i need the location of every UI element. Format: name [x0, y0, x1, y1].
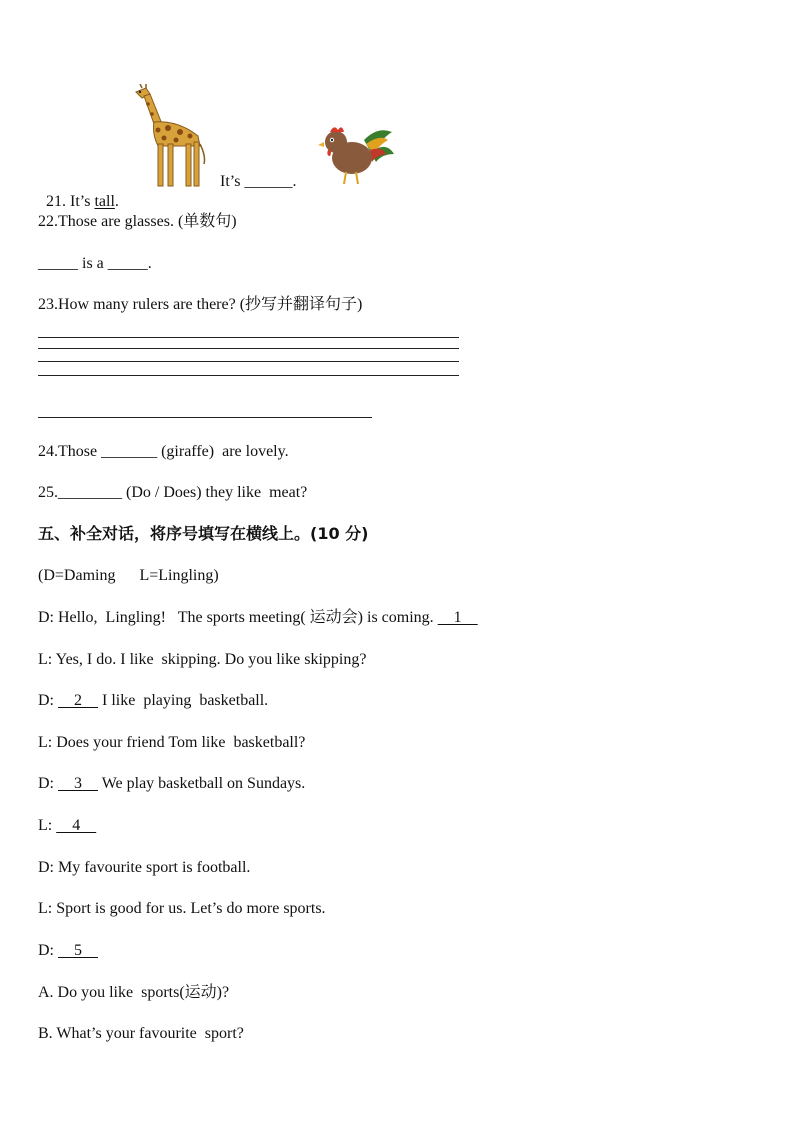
speaker: L:	[38, 900, 57, 917]
question-23-prompt: 23.How many rulers are there? (抄写并翻译句子)	[38, 296, 363, 313]
speaker: D:	[38, 692, 58, 709]
role-legend: (D=Daming L=Lingling)	[38, 567, 219, 584]
rooster-icon	[318, 120, 396, 188]
line-text: Sport is good for us. Let’s do more sports.	[56, 900, 326, 917]
dialogue-line	[38, 691, 268, 711]
speaker: L:	[38, 817, 57, 834]
line-text: Does your friend Tom like basketball?	[56, 734, 306, 751]
dialogue-line	[38, 941, 98, 961]
answer-blank: 1	[437, 609, 478, 626]
answer-blank: 3	[58, 775, 98, 792]
question-21-blank-sentence: It’s ______.	[220, 173, 297, 190]
answer-line	[38, 417, 372, 418]
answer-blank: 5	[58, 942, 98, 959]
question-24: 24.Those _______ (giraffe) are lovely.	[38, 443, 289, 460]
dialogue-line	[38, 650, 366, 670]
speaker: D:	[38, 775, 58, 792]
option-b: B. What’s your favourite sport?	[38, 1025, 244, 1042]
section-heading: 五、补全对话，将序号填写在横线上。(10 分)	[38, 524, 369, 543]
answer-blank: 4	[56, 817, 97, 834]
answer-blank: 2	[58, 692, 98, 709]
question-number: 21.	[46, 193, 70, 210]
answer-line	[38, 337, 459, 338]
speaker: D:	[38, 942, 58, 959]
speaker: L:	[38, 651, 56, 668]
underlined-word: tall	[94, 193, 115, 210]
speaker: L:	[38, 734, 57, 751]
dialogue-line	[38, 608, 478, 628]
question-21	[38, 172, 119, 212]
text: It’s	[70, 193, 95, 210]
question-25: 25.________ (Do / Does) they like meat?	[38, 484, 308, 501]
answer-line	[38, 361, 459, 362]
dialogue-line	[38, 858, 250, 878]
text: .	[114, 193, 119, 210]
answer-line	[38, 375, 459, 376]
answer-line	[38, 348, 459, 349]
speaker: D:	[38, 859, 58, 876]
giraffe-icon	[128, 84, 210, 188]
speaker: D:	[38, 609, 58, 626]
question-22-answer-line: _____ is a _____.	[38, 255, 152, 272]
line-text: My favourite sport is football.	[58, 859, 251, 876]
dialogue-line	[38, 733, 305, 753]
option-a: A. Do you like sports(运动)?	[38, 984, 230, 1001]
line-text: We play basketball on Sundays.	[98, 775, 306, 792]
question-22-prompt: 22.Those are glasses. (单数句)	[38, 213, 237, 230]
dialogue-line	[38, 816, 96, 836]
line-text: I like playing basketball.	[98, 692, 269, 709]
dialogue-line	[38, 899, 326, 919]
line-text: Yes, I do. I like skipping. Do you like skipping?	[55, 651, 367, 668]
dialogue-line	[38, 774, 305, 794]
line-text: Hello, Lingling! The sports meeting( 运动会) is coming.	[58, 609, 438, 626]
